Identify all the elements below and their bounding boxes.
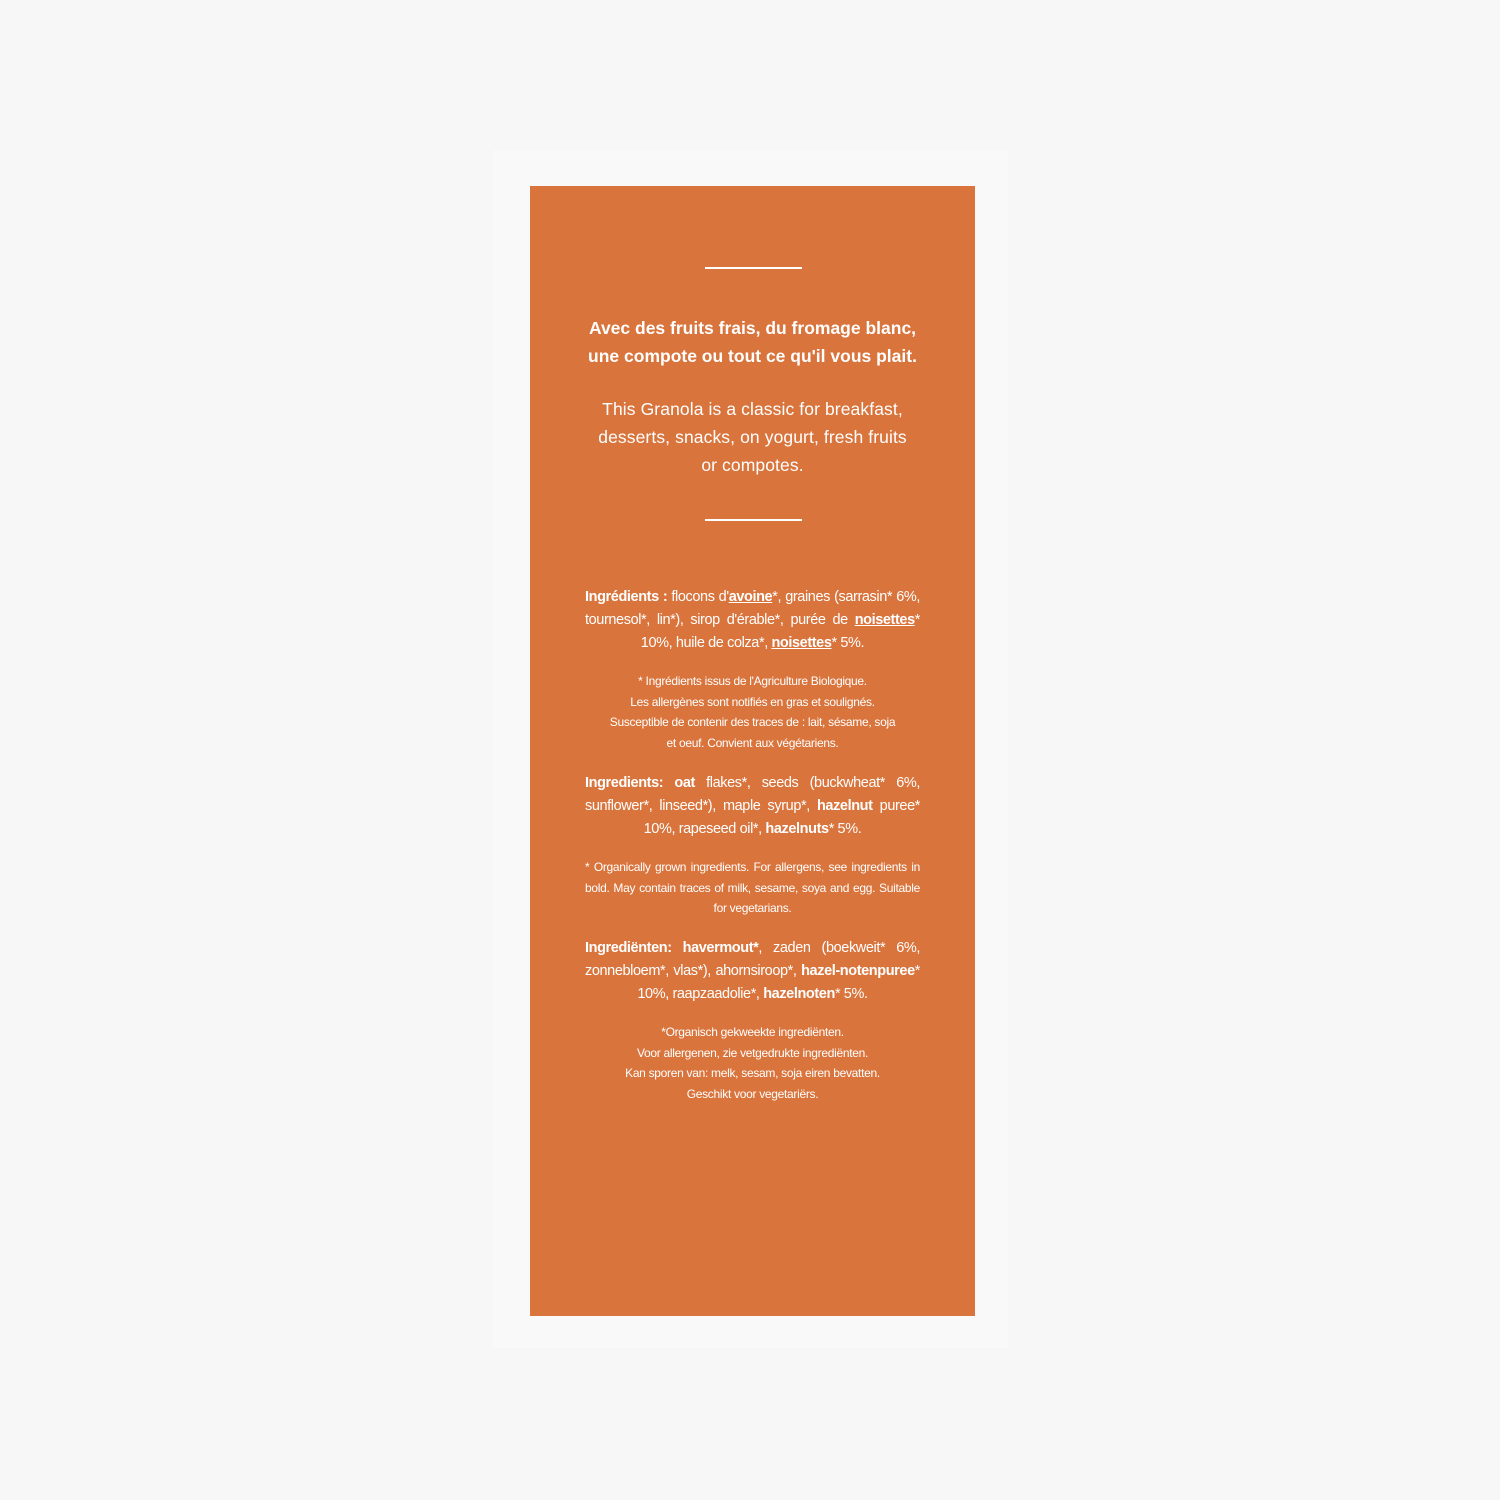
intro-en-line-3: or compotes. — [701, 455, 804, 475]
ingredients-fr-label: Ingrédients : — [585, 589, 668, 605]
ingredients-en-label: Ingredients: oat — [585, 775, 695, 791]
ingredients-nl-text: * 10%, raapzaadolie*, — [637, 963, 920, 1002]
intro-en-line-2: desserts, snacks, on yogurt, fresh fruits — [598, 427, 907, 447]
ingredients-en-text: * 5%. — [828, 821, 862, 837]
ingredients-fr-text: flocons d' — [667, 589, 729, 605]
note-dutch — [585, 1022, 920, 1104]
note-fr-line: * Ingrédients issus de l'Agriculture Biologique. — [638, 674, 867, 688]
note-fr-line: Les allergènes sont notifiés en gras et soulignés. — [630, 694, 875, 709]
ingredients-dutch — [585, 937, 920, 1006]
ingredients-nl-text: * 5%. — [834, 986, 868, 1002]
ingredients-french — [585, 586, 920, 655]
intro-english — [560, 395, 945, 479]
intro-french — [560, 314, 945, 370]
note-nl-line: Kan sporen van: melk, sesam, soja eiren bevatten. — [625, 1066, 880, 1080]
note-english: * Organically grown ingredients. For allergens, see ingredients in bold. May contain traces of milk, sesame, soya and egg. Suitable for vegetarians. — [585, 860, 920, 915]
intro-fr-line-1: Avec des fruits frais, du fromage blanc, — [588, 318, 917, 338]
top-divider — [705, 267, 802, 269]
packaging-panel — [530, 186, 975, 1316]
allergen-hazelnut: hazel-notenpuree — [801, 963, 915, 979]
allergen-hazelnut: hazelnut — [816, 798, 873, 814]
intro-fr-line-2: une compote ou tout ce qu'il vous plait. — [588, 346, 917, 366]
ingredients-fr-text: * 10%, huile de colza*, — [640, 612, 920, 651]
allergen-hazelnut: noisettes — [854, 612, 915, 628]
note-nl-line: *Organisch gekweekte ingrediënten. — [661, 1025, 844, 1039]
middle-divider — [705, 519, 802, 521]
ingredients-nl-label: Ingrediënten: havermout* — [585, 940, 759, 956]
note-fr-line: Susceptible de contenir des traces de : lait, sésame, soja — [609, 715, 896, 729]
ingredients-en-text: puree* 10%, rapeseed oil*, — [643, 798, 920, 837]
note-fr-line: et oeuf. Convient aux végétariens. — [666, 735, 839, 750]
note-nl-line: Geschikt voor vegetariërs. — [686, 1086, 819, 1101]
allergen-hazelnut: hazelnuts — [765, 821, 829, 837]
ingredients-en-text: flakes*, seeds (buckwheat* 6%, sunflower*, linseed*), maple syrup*, — [585, 775, 920, 814]
allergen-hazelnut: noisettes — [771, 635, 832, 651]
ingredients-fr-text: *, graines (sarrasin* 6%, tournesol*, lin*), sirop d'érable*, purée de — [585, 589, 921, 628]
note-french — [585, 671, 920, 753]
ingredients-nl-text: , zaden (boekweit* 6%, zonnebloem*, vlas*), ahornsiroop*, — [585, 940, 920, 979]
allergen-oat: avoine — [728, 589, 773, 605]
ingredients-fr-text: * 5%. — [831, 635, 865, 651]
note-nl-line: Voor allergenen, zie vetgedrukte ingrediënten. — [636, 1045, 869, 1060]
allergen-hazelnut: hazelnoten — [763, 986, 835, 1002]
ingredients-english — [585, 772, 920, 841]
intro-en-line-1: This Granola is a classic for breakfast, — [602, 399, 903, 419]
